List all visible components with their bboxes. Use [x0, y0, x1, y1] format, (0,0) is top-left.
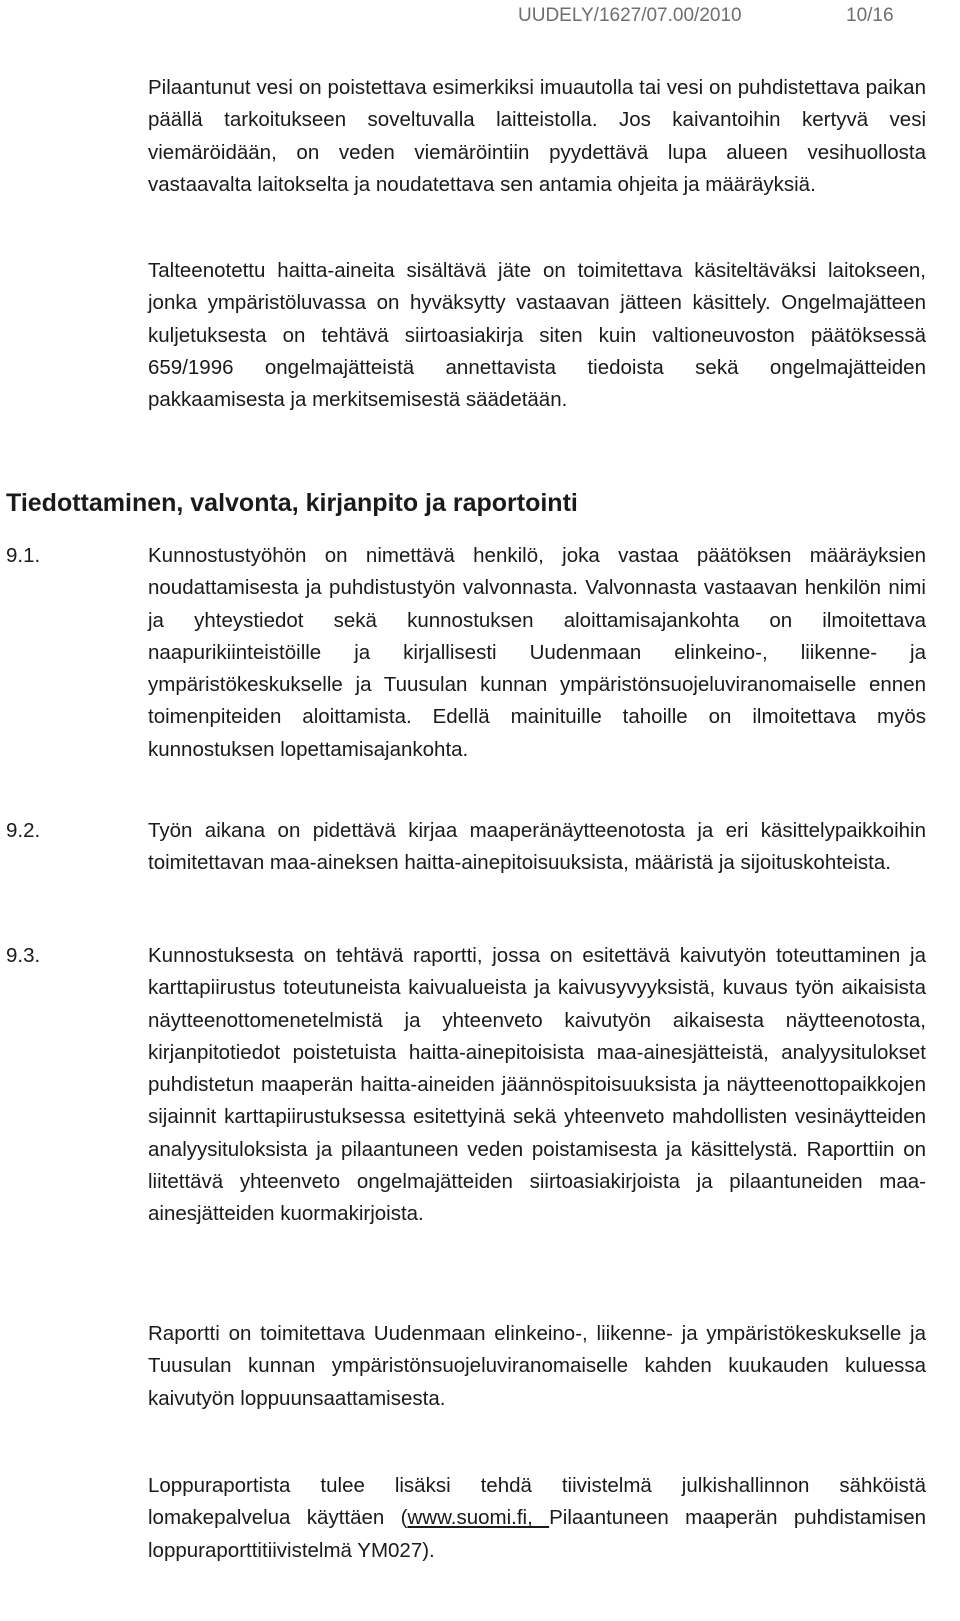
item-number-9-1: 9.1.	[6, 544, 41, 567]
paragraph-wastewater: Pilaantunut vesi on poistettava esimerkiksi imuautolla tai vesi on puhdistettava paikan päällä tarkoitukseen soveltuvalla laitteistolla. Jos kaivantoihin kertyvä vesi viemäröidään, on veden viemäröintiin pyydettävä lupa alueen vesihuollosta vastaavalta laitokselta ja noudatettava sen antamia ohjeita ja määräyksiä.	[148, 76, 926, 196]
item-number-9-2: 9.2.	[6, 819, 41, 842]
item-text-9-1: Kunnostustyöhön on nimettävä henkilö, joka vastaa päätöksen määräyksien noudattamisesta ja puhdistustyön valvonnasta. Valvonnasta vastaavan henkilön nimi ja yhteystiedot sekä kunnostuksen aloittamisajankohta on ilmoitettava naapurikiinteistöille ja kirjallisesti Uudenmaan elinkeino-, liikenne- ja ympäristökeskukselle ja Tuusulan kunnan ympäristönsuojeluviranomaiselle ennen toimenpiteiden aloittamista. Edellä mainituille tahoille on ilmoitettava myös kunnostuksen lopettamisajankohta.	[148, 544, 926, 761]
summary-text-start: Loppuraportista tulee lisäksi tehdä tiivistelmä julkishallinnon sähköistä lomakepalvelua käyttäen (	[148, 1474, 926, 1530]
page-header	[0, 0, 960, 40]
section-heading: Tiedottaminen, valvonta, kirjanpito ja raportointi	[6, 489, 578, 517]
page-number: 10/16	[846, 5, 894, 26]
paragraph-hazardous-waste: Talteenotettu haitta-aineita sisältävä jäte on toimitettava käsiteltäväksi laitokseen, jonka ympäristöluvassa on hyväksytty vastaavan jätteen käsittely. Ongelmajätteen kuljetuksesta on tehtävä siirtoasiakirja siten kuin valtioneuvoston päätöksessä 659/1996 ongelmajätteistä annettavista tiedoista sekä ongelmajätteiden pakkaamisesta ja merkitsemisestä säädetään.	[148, 259, 926, 412]
paragraph-report-delivery: Raportti on toimitettava Uudenmaan elinkeino-, liikenne- ja ympäristökeskukselle ja Tuusulan kunnan ympäristönsuojeluviranomaiselle kahden kuukauden kuluessa kaivutyön loppuunsaattamisesta.	[148, 1322, 926, 1410]
document-reference: UUDELY/1627/07.00/2010	[518, 5, 742, 26]
item-text-9-2: Työn aikana on pidettävä kirjaa maaperänäytteenotosta ja eri käsittelypaikkoihin toimitettavan maa-aineksen haitta-ainepitoisuuksista, määristä ja sijoituskohteista.	[148, 819, 926, 875]
item-text-9-3: Kunnostuksesta on tehtävä raportti, jossa on esitettävä kaivutyön toteuttaminen ja karttapiirustus toteutuneista kaivualueista ja kaivusyvyyksistä, kuvaus työn aikaisista näytteenottomenetelmistä ja yhteenveto kaivutyön aikaisesta näytteenotosta, kirjanpitotiedot poistetuista haitta-ainepitoisista maa-ainesjätteistä, analyysitulokset puhdistetun maaperän haitta-aineiden jäännöspitoisuuksista ja näytteenottopaikkojen sijainnit karttapiirustuksessa esitettyinä sekä yhteenveto mahdollisten vesinäytteiden analyysituloksista ja pilaantuneen veden poistamisesta ja käsittelystä. Raporttiin on liitettävä yhteenveto ongelmajätteiden siirtoasiakirjoista ja pilaantuneiden maa-ainesjätteiden kuormakirjoista.	[148, 944, 926, 1226]
summary-text-end: Pilaantuneen maaperän puhdistamisen loppuraporttitiivistelmä YM027).	[148, 1506, 927, 1562]
suomi-fi-link[interactable]: www.suomi.fi,	[407, 1506, 550, 1530]
paragraph-final-report-summary	[148, 1470, 926, 1567]
item-number-9-3: 9.3.	[6, 944, 41, 967]
